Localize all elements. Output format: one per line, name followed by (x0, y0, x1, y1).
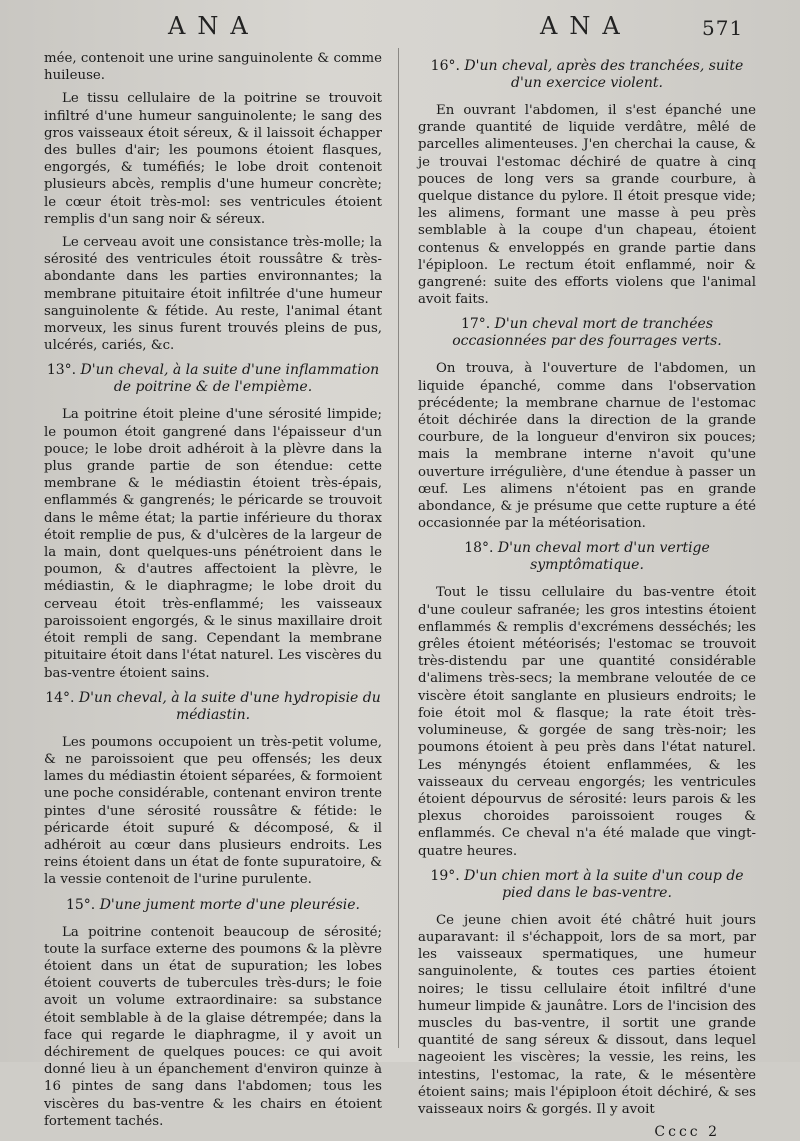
section-heading-19 (418, 868, 756, 902)
section-number-15: 15°. (65, 896, 96, 913)
signature-mark: Cccc 2 (654, 1124, 720, 1141)
section-title-15: D'une jument morte d'une pleurésie. (99, 896, 361, 913)
section-title-19: D'un chien mort à la suite d'un coup de pied dans le bas-ventre. (464, 867, 744, 901)
section-number-18: 18°. (464, 540, 494, 557)
section-title-17: D'un cheval mort de tranchées occasionnées par des fourrages verts. (452, 316, 722, 350)
paragraph-13: La poitrine étoit pleine d'une sérosité limpide; le poumon étoit gangrené dans l'épaisseur d'un pouce; le lobe droit adhéroit à la plèvre dans la plus grande partie de son étendue: cette membrane & le médiastin étoient très-épais, enflammés & gangrenés; le péricarde se trouvoit dans le même état; la partie inférieure du thorax étoit remplie de pus, & d'ulcères de la largeur de la main, dont quelques-uns pénétroient dans le poumon, & d'autres affectoient la plèvre, le médiastin, & le diaphragme; le lobe droit du cerveau étoit très-enflammé; les vaisseaux paroissoient engorgés, & le sinus maxillaire droit étoit rempli de sang. Cependant la membrane pituitaire étoit dans l'état naturel. Les viscères du bas-ventre étoient sains. (44, 407, 382, 681)
right-column (418, 50, 756, 1141)
paragraph-tissu: Le tissu cellulaire de la poitrine se trouvoit infiltré d'une humeur sanguinolente; le sang des gros vaisseaux étoit séreux, & il laissoit échapper des bulles d'air; les poumons étoient flasques, engorgés, & tuméfiés; le lobe droit contenoit plusieurs abcès, remplis d'une humeur concrète; le cœur étoit très-mol: ses ventricules étoient remplis d'un sang noir & séreux. (44, 91, 382, 227)
paragraph-17: On trouva, à l'ouverture de l'abdomen, un liquide épanché, comme dans l'observation précédente; la membrane charnue de l'estomac étoit déchirée dans la direction de la grande courbure, de la longueur d'environ six pouces; mais la membrane interne n'avoit qu'une ouverture irrégulière, d'une étendue à passer un œuf. Les alimens n'étoient pas en grande abondance, & je présume que cette rupture a été occasionnée par la météorisation. (418, 361, 756, 532)
section-heading-18 (418, 540, 756, 574)
paragraph-19: Ce jeune chien avoit été châtré huit jours auparavant: il s'échappoit, lors de sa mort, par les vaisseaux spermatiques, une humeur sanguinolente, & toutes ces parties étoient noires; le tissu cellulaire étoit infiltré d'une humeur limpide & jaunâtre. Lors de l'incision des muscles du bas-ventre, il sortit une grande quantité de sang séreux & dissout, dans lequel nageoient les viscères; la vessie, les reins, les intestins, l'estomac, la rate, & le mésentère étoient sains; mais l'épiploon étoit déchiré, & ses vaisseaux noirs & gorgés. Il y avoit (418, 912, 756, 1117)
section-heading-17 (418, 316, 756, 350)
section-title-16: D'un cheval, après des tranchées, suite d'un exercice violent. (464, 58, 744, 91)
paragraph-15: La poitrine contenoit beaucoup de sérosité; toute la surface externe des poumons & la plèvre étoient dans un état de supuration; les lobes étoient couverts de tubercules très-durs; le foie avoit un volume extraordinaire: sa substance étoit semblable à de la glaise détrempée; dans la face qui regarde le diaphragme, il y avoit un déchirement de quelques pouces: ce qui avoit donné lieu à un épanchement d'environ quinze à 16 pintes de sang dans l'abdomen; tous les viscères du bas-ventre & les chairs en étoient fortement tachés. (44, 924, 382, 1129)
paragraph-14: Les poumons occupoient un très-petit volume, & ne paroissoient que peu offensés; les deux lames du médiastin étoient séparées, & formoient une poche considérable, contenant environ trente pintes d'une sérosité roussâtre & fétide: le péricarde étoit supuré & décomposé, & il adhéroit au cœur dans plusieurs endroits. Les reins étoient dans un état de fonte supuratoire, & la vessie contenoit de l'urine purulente. (44, 734, 382, 888)
section-title-18: D'un cheval mort d'un vertige symptômatique. (497, 540, 710, 574)
section-number-17: 17°. (460, 316, 491, 333)
paragraph-18: Tout le tissu cellulaire du bas-ventre étoit d'une couleur safranée; les gros intestins étoient enflammés & remplis d'excrémens desséchés; les grêles étoient météorisés; l'estomac se trouvoit très-distendu par une quantité considérable d'alimens très-secs; la membrane veloutée de ce viscère étoit sanglante en plusieurs endroits; le foie étoit mol & flasque; la rate étoit très-volumineuse, & gorgée de sang très-noir; les poumons étoient à peu près dans l'état naturel. Les ményngés étoient enflammées, & les vaisseaux du cerveau engorgés; les ventricules étoient dépourvus de sérosité: leurs parois & les plexus choroides paroissoient rouges & enflammés. Ce cheval n'a été malade que vingt-quatre heures. (418, 585, 756, 859)
section-number-13: 13°. (46, 362, 77, 379)
running-head-left: ANA (168, 12, 260, 40)
section-title-14: D'un cheval, à la suite d'une hydropisie du médiastin. (78, 689, 381, 723)
section-number-16: 16°. (430, 58, 460, 74)
section-heading-14 (44, 690, 382, 724)
section-heading-15 (44, 897, 382, 914)
section-number-19: 19°. (430, 867, 460, 884)
paragraph-16: En ouvrant l'abdomen, il s'est épanché une grande quantité de liquide verdâtre, mêlé de parcelles alimenteuses. J'en cherchai la cause, & je trouvai l'estomac déchiré de quatre à cinq pouces de long vers sa grande courbure, à quelque distance du pylore. Il étoit presque vide; les alimens, formant une masse à peu près semblable à la coupe d'un chapeau, étoient contenus & enveloppés en grande partie dans l'épiploon. Le rectum étoit enflammé, noir & gangrené: suite des efforts violens que l'animal avoit faits. (418, 103, 756, 308)
paragraph-continuation: mée, contenoit une urine sanguinolente & comme huileuse. (44, 51, 382, 84)
section-heading-13 (44, 362, 382, 396)
page-number: 571 (702, 16, 744, 40)
running-head-right: ANA (540, 12, 632, 40)
section-heading-16 (418, 58, 756, 92)
paragraph-cerveau: Le cerveau avoit une consistance très-molle; la sérosité des ventricules étoit roussâtre & très-abondante dans les parties environnantes; la membrane pituitaire étoit infiltrée d'une humeur sanguinolente & fétide. Au reste, l'animal étant morveux, les sinus furent trouvés pleins de pus, ulcérés, cariés, &c. (44, 235, 382, 354)
section-number-14: 14°. (45, 689, 75, 706)
left-column (44, 50, 382, 1136)
section-title-13: D'un cheval, à la suite d'une inflammation de poitrine & de l'empième. (80, 362, 380, 396)
column-divider (398, 48, 399, 1048)
running-head (0, 12, 800, 46)
